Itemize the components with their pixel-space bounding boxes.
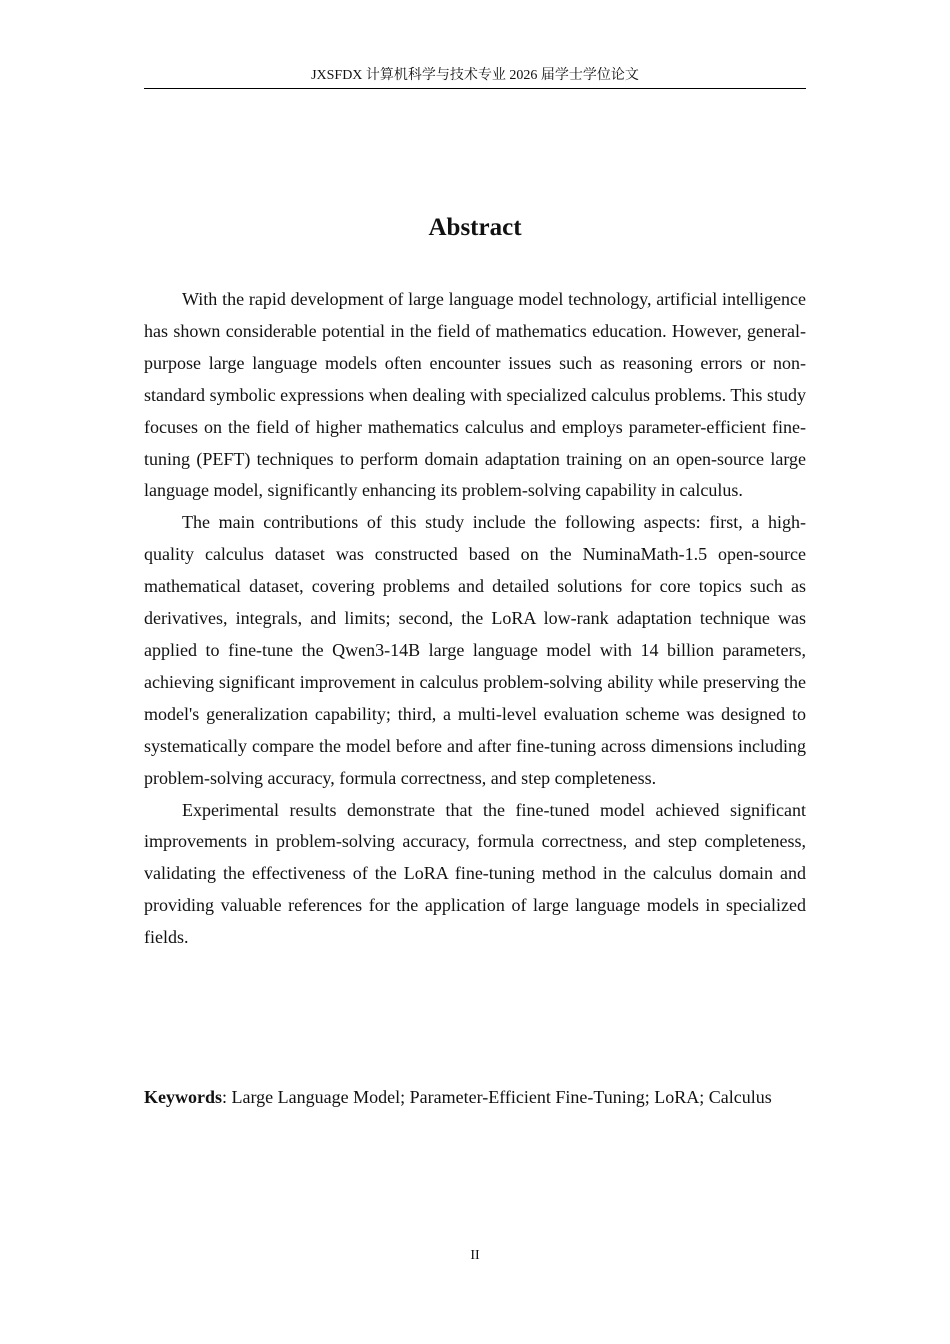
- keywords-separator: :: [222, 1087, 228, 1107]
- keywords-label: Keywords: [144, 1087, 222, 1107]
- abstract-paragraph-3: Experimental results demonstrate that the fine-tuned model achieved significant improvements in problem-solving accuracy, formula correctness, and step completeness, validating the effectiveness of the LoRA fine-tuning method in the calculus domain and providing valuable references for the application of large language models in specialized fields.: [144, 799, 806, 948]
- page-number: II: [470, 1248, 480, 1263]
- abstract-paragraph-1: With the rapid development of large language model technology, artificial intelligence has shown considerable potential in the field of mathematics education. However, general-purpose large language models often encounter issues such as reasoning errors or non-standard symbolic expressions when dealing with specialized calculus problems. This study focuses on the field of higher mathematics calculus and employs parameter-efficient fine-tuning (PEFT) techniques to perform domain adaptation training on an open-source large language model, significantly enhancing its problem-solving capability in calculus.: [144, 289, 806, 501]
- abstract-paragraph-2: The main contributions of this study include the following aspects: first, a high-quality calculus dataset was constructed based on the NuminaMath-1.5 open-source mathematical dataset, covering problems and detailed solutions for core topics such as derivatives, integrals, and limits; second, the LoRA low-rank adaptation technique was applied to fine-tune the Qwen3-14B large language model with 14 billion parameters, achieving significant improvement in calculus problem-solving ability while preserving the model's generalization capability; third, a multi-level evaluation scheme was designed to systematically compare the model before and after fine-tuning across dimensions including problem-solving accuracy, formula correctness, and step completeness.: [144, 512, 806, 788]
- keywords-text: Large Language Model; Parameter-Efficient Fine-Tuning; LoRA; Calculus: [227, 1087, 772, 1107]
- page-header: [144, 66, 806, 89]
- keywords-line: [144, 1082, 806, 1114]
- abstract-body: [144, 284, 806, 954]
- header-text: JXSFDX 计算机科学与技术专业 2026 届学士学位论文: [311, 68, 639, 83]
- abstract-title: Abstract: [428, 214, 522, 241]
